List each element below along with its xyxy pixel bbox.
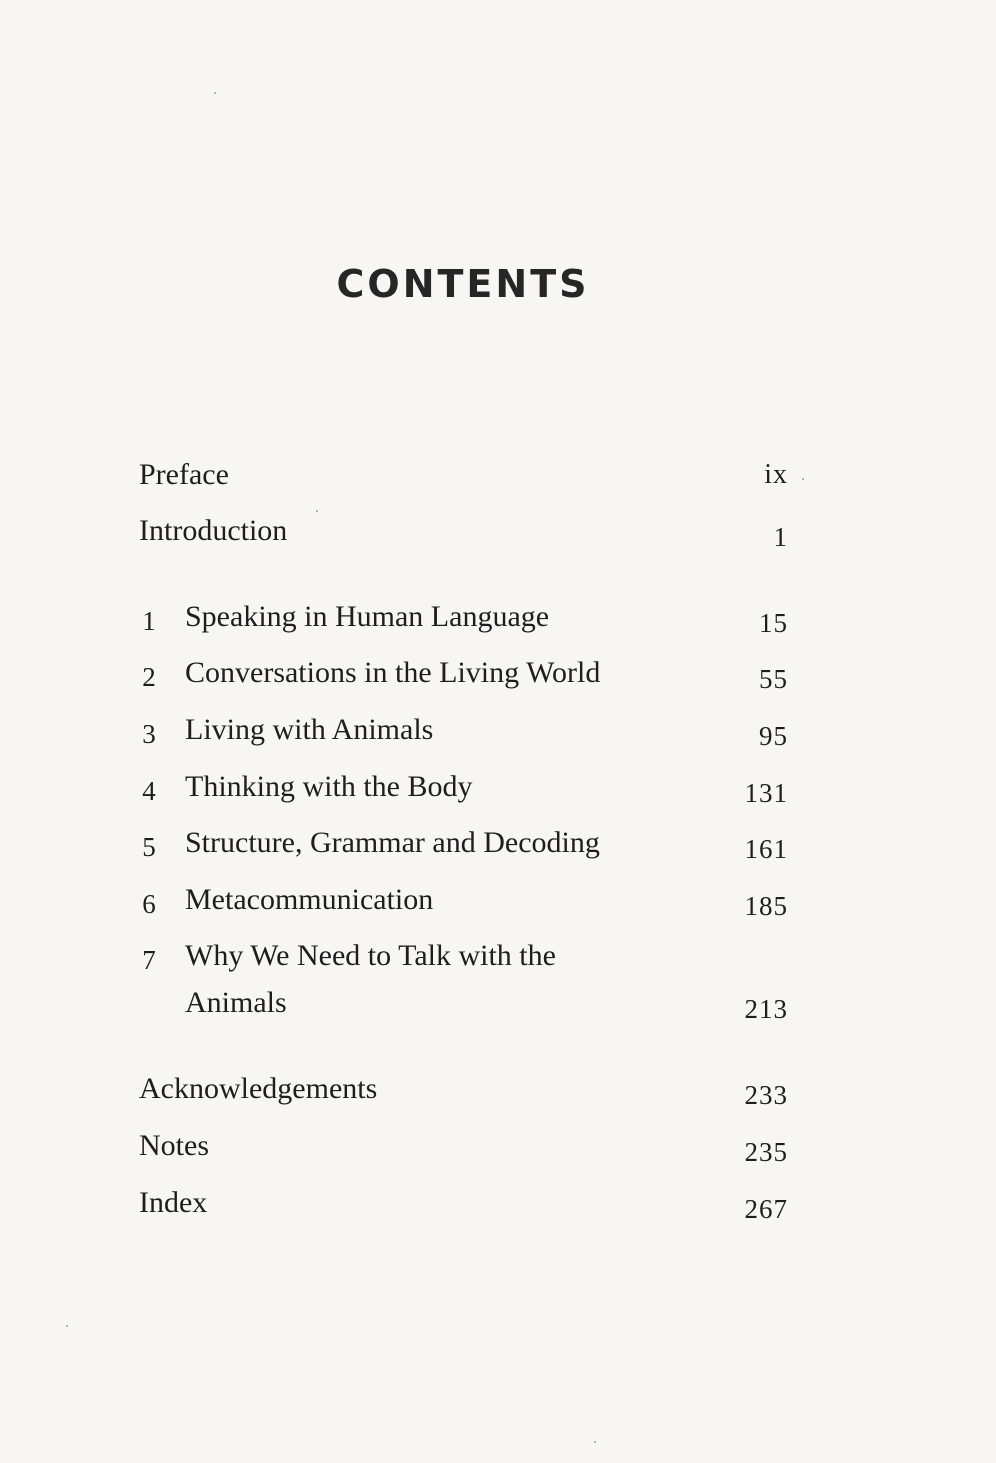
toc-entry-notes[interactable]	[0, 1124, 996, 1168]
chapter-title: Living with Animals	[185, 713, 434, 746]
chapter-number: 6	[142, 889, 156, 919]
toc-entry-page: ix	[764, 459, 788, 490]
toc-chapter-7[interactable]	[0, 934, 996, 978]
toc-chapter-4[interactable]	[0, 765, 996, 809]
chapter-page: 95	[759, 721, 788, 751]
chapter-number: 5	[142, 832, 156, 862]
toc-entry-acknowledgements[interactable]	[0, 1067, 996, 1111]
scan-speck	[316, 510, 318, 512]
scan-speck	[594, 1441, 596, 1443]
toc-entry-page: 1	[773, 522, 788, 552]
chapter-title: Thinking with the Body	[185, 770, 473, 803]
toc-chapter-7-continued[interactable]	[0, 981, 996, 1025]
chapter-title-line-2: Animals	[185, 986, 287, 1019]
chapter-page: 55	[759, 664, 788, 694]
toc-entry-label: Acknowledgements	[139, 1072, 378, 1105]
toc-entry-preface[interactable]	[0, 453, 996, 497]
chapter-title: Structure, Grammar and Decoding	[185, 826, 600, 859]
chapter-title: Metacommunication	[185, 883, 434, 916]
toc-chapter-2[interactable]	[0, 651, 996, 695]
chapter-title: Speaking in Human Language	[185, 600, 550, 633]
toc-entry-label: Introduction	[139, 514, 288, 547]
toc-entry-introduction[interactable]	[0, 509, 996, 553]
toc-chapter-6[interactable]	[0, 878, 996, 922]
toc-chapter-5[interactable]	[0, 821, 996, 865]
toc-entry-page: 267	[744, 1194, 788, 1224]
chapter-page: 213	[744, 994, 788, 1024]
chapter-number: 7	[142, 945, 156, 975]
scan-speck	[66, 1325, 68, 1327]
chapter-page: 161	[744, 834, 788, 864]
toc-chapter-3[interactable]	[0, 708, 996, 752]
toc-chapter-1[interactable]	[0, 595, 996, 639]
chapter-title-line-1: Why We Need to Talk with the	[185, 939, 556, 972]
chapter-number: 4	[142, 776, 156, 806]
chapter-number: 1	[142, 606, 156, 636]
scan-speck	[802, 478, 804, 480]
chapter-number: 3	[142, 719, 156, 749]
chapter-title: Conversations in the Living World	[185, 656, 601, 689]
toc-entry-label: Notes	[139, 1129, 209, 1162]
page-title: CONTENTS	[336, 262, 590, 306]
chapter-page: 131	[744, 778, 788, 808]
toc-entry-page: 233	[744, 1080, 788, 1110]
toc-entry-label: Index	[139, 1186, 208, 1219]
toc-entry-page: 235	[744, 1137, 788, 1167]
chapter-page: 185	[744, 891, 788, 921]
toc-entry-label: Preface	[139, 458, 229, 491]
scan-speck	[214, 92, 216, 94]
toc-entry-index[interactable]	[0, 1181, 996, 1225]
chapter-number: 2	[142, 662, 156, 692]
chapter-page: 15	[759, 608, 788, 638]
